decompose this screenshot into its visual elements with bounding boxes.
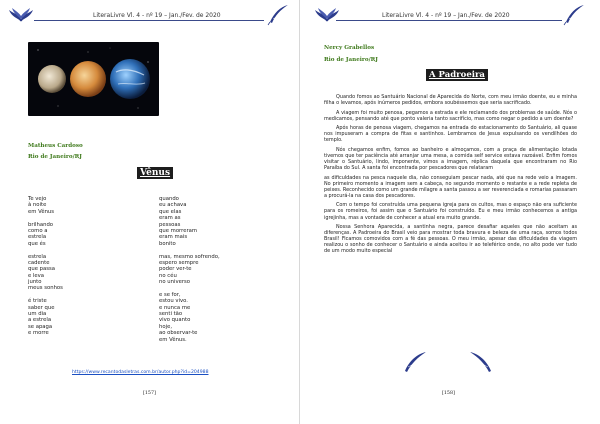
poem-line: hoje,: [159, 323, 173, 330]
poem-line: eram mais: [159, 234, 188, 241]
poem-line: poder ver-te: [159, 266, 192, 273]
poem-line: eu achava: [159, 202, 187, 209]
poem-line: no universo: [159, 279, 191, 286]
author-name: Matheus Cardoso: [28, 143, 83, 149]
poem-line: ao observar-te: [159, 330, 198, 337]
poem-line: mas, mesmo sofrendo,: [159, 253, 220, 260]
wing-logo-icon: [8, 6, 34, 24]
article-paragraph: as dificuldades na pesca naquele dia, não conseguiam pescar nada, até que na rede veio a imagem. No primeiro momento a imagem sem a cabeça, no segundo momento o restante e a rede repleta de peixes. Reconhecido como um grande milagre a santa passou a ser reverenciada e romarias passaram a procurá-la na casa dos pescadores.: [324, 174, 577, 199]
poem-line: em Vênus.: [159, 336, 187, 343]
header-title: LiteraLivre Vl. 4 - nº 19 – Jan./Fev. de 2020: [382, 12, 510, 19]
wing-logo-icon: [314, 6, 340, 24]
article-paragraph: Com o tempo foi construída uma pequena igreja para os cultos, mas o espaço não era suficiente para os romeiros, foi assim que o Santuário foi construído. Eu e meu irmão conhecemos a antiga igrejinha, mas a vontade de conhecer a atual era muito grande.: [324, 202, 577, 221]
poem-line: espero sempre: [159, 259, 199, 266]
poem-line: pessoas: [159, 221, 181, 228]
quill-icon: [266, 4, 290, 26]
poem-line: a estrela: [28, 317, 52, 324]
article-paragraph: A viagem foi muito penosa, pegamos a estrada e ele reclamando dos problemas de saúde. Nós o medicamos, pensando até que ponto valeria tanto sacrifício, mas como negar o pedido a um doente?: [324, 109, 577, 122]
poem-column-1: [28, 196, 63, 337]
author-city: Rio de Janeiro/RJ: [324, 57, 378, 63]
poem-line: Te vejo: [28, 196, 47, 202]
header-title: LiteraLivre Vl. 4 - nº 19 – Jan./Fev. de 2020: [93, 12, 221, 19]
feather-icon: [402, 350, 428, 374]
poem-line: brilhando: [28, 221, 54, 228]
poem-line: senti tão: [159, 311, 183, 318]
right-page: [300, 0, 600, 424]
quill-icon: [562, 4, 586, 26]
poem-line: no céu: [159, 272, 177, 279]
page-number: [157]: [143, 391, 156, 396]
poem-line: junto: [28, 279, 42, 286]
poem-line: à noite: [28, 202, 47, 209]
poem-line: e leva: [28, 272, 45, 279]
poem-line: bonito: [159, 240, 176, 247]
poem-line: e morre: [28, 330, 49, 337]
planets-image: [28, 42, 159, 116]
poem-line: eram as: [159, 215, 181, 222]
author-link[interactable]: https://www.recantodasletras.com.br/autor.php?id=204988: [72, 370, 209, 375]
poem-line: que elas: [159, 208, 182, 215]
article-paragraph: Quando fomos ao Santuário Nacional de Aparecida do Norte, com meu irmão doente, eu e minha filha o levamos, após inúmeros pedidos, embora soubéssemos que seria sacrificado.: [324, 94, 577, 107]
poem-line: estrela: [28, 234, 47, 241]
page-number: [158]: [442, 391, 455, 396]
poem-column-2: [159, 196, 220, 343]
article-paragraph: Nossa Senhora Aparecida, a santinha negra, parece desafiar aqueles que não aceitam as diferenças. A Padroeira do Brasil veio para mostrar toda bravura e beleza de uma raça, somos todos Brasil! Ficamos comovidos com a fé das pessoas. O meu irmão, apesar das dificuldades da viagem realizou o sonho de conhecer o Santuário e ainda aceitou ir ao teleférico onde, no alto pode ver tudo de um modo muito especial: [324, 224, 577, 255]
poem-title: Vênus: [137, 167, 173, 179]
poem-line: estou vivo.: [159, 298, 188, 305]
poem-line: e se for,: [159, 291, 181, 298]
poem-line: vivo quanto: [159, 317, 191, 324]
article-paragraph: Nós chegamos enfim, fomos ao banheiro e almoçamos, com a praça de alimentação lotada tivemos que ter paciência até arranjar uma mesa, a comida self service estava razoável. Enfim fomos visitar o Santuário, lindo, imponente, vimos a imagem, réplica daquela que encontraram no Rio Paraíba do Sul. A santa foi encontrada por pescadores que relataram: [324, 146, 577, 172]
poem-line: em Vênus: [28, 208, 55, 215]
poem-line: quando: [159, 196, 179, 202]
poem-line: estrela: [28, 253, 47, 260]
poem-line: saber que: [28, 304, 55, 311]
feather-icon: [468, 350, 494, 374]
author-city: Rio de Janeiro/RJ: [28, 154, 82, 160]
article-title: A Padroeira: [426, 69, 488, 81]
poem-line: cadente: [28, 259, 50, 266]
poem-line: que passa: [28, 266, 56, 273]
author-name: Nercy Grabellos: [324, 45, 375, 51]
poem-line: se apaga: [28, 323, 53, 330]
poem-line: que és: [28, 240, 46, 247]
header-divider: [336, 20, 562, 21]
poem-line: como a: [28, 227, 48, 234]
article-paragraph: Após horas de penosa viagem, chegamos na entrada do estacionamento do Santuário, ali quase nos impuseram a compra de fitas e santinhos. Lembramos de Jesus expulsando os vendilhões do templo.: [324, 125, 577, 144]
poem-line: e nunca me: [159, 304, 191, 311]
header-divider: [34, 20, 264, 21]
article-body: [324, 94, 577, 258]
poem-line: é triste: [28, 298, 47, 305]
poem-line: um dia: [28, 311, 47, 318]
poem-line: meus sonhos: [28, 285, 63, 292]
poem-line: que morreram: [159, 227, 198, 234]
